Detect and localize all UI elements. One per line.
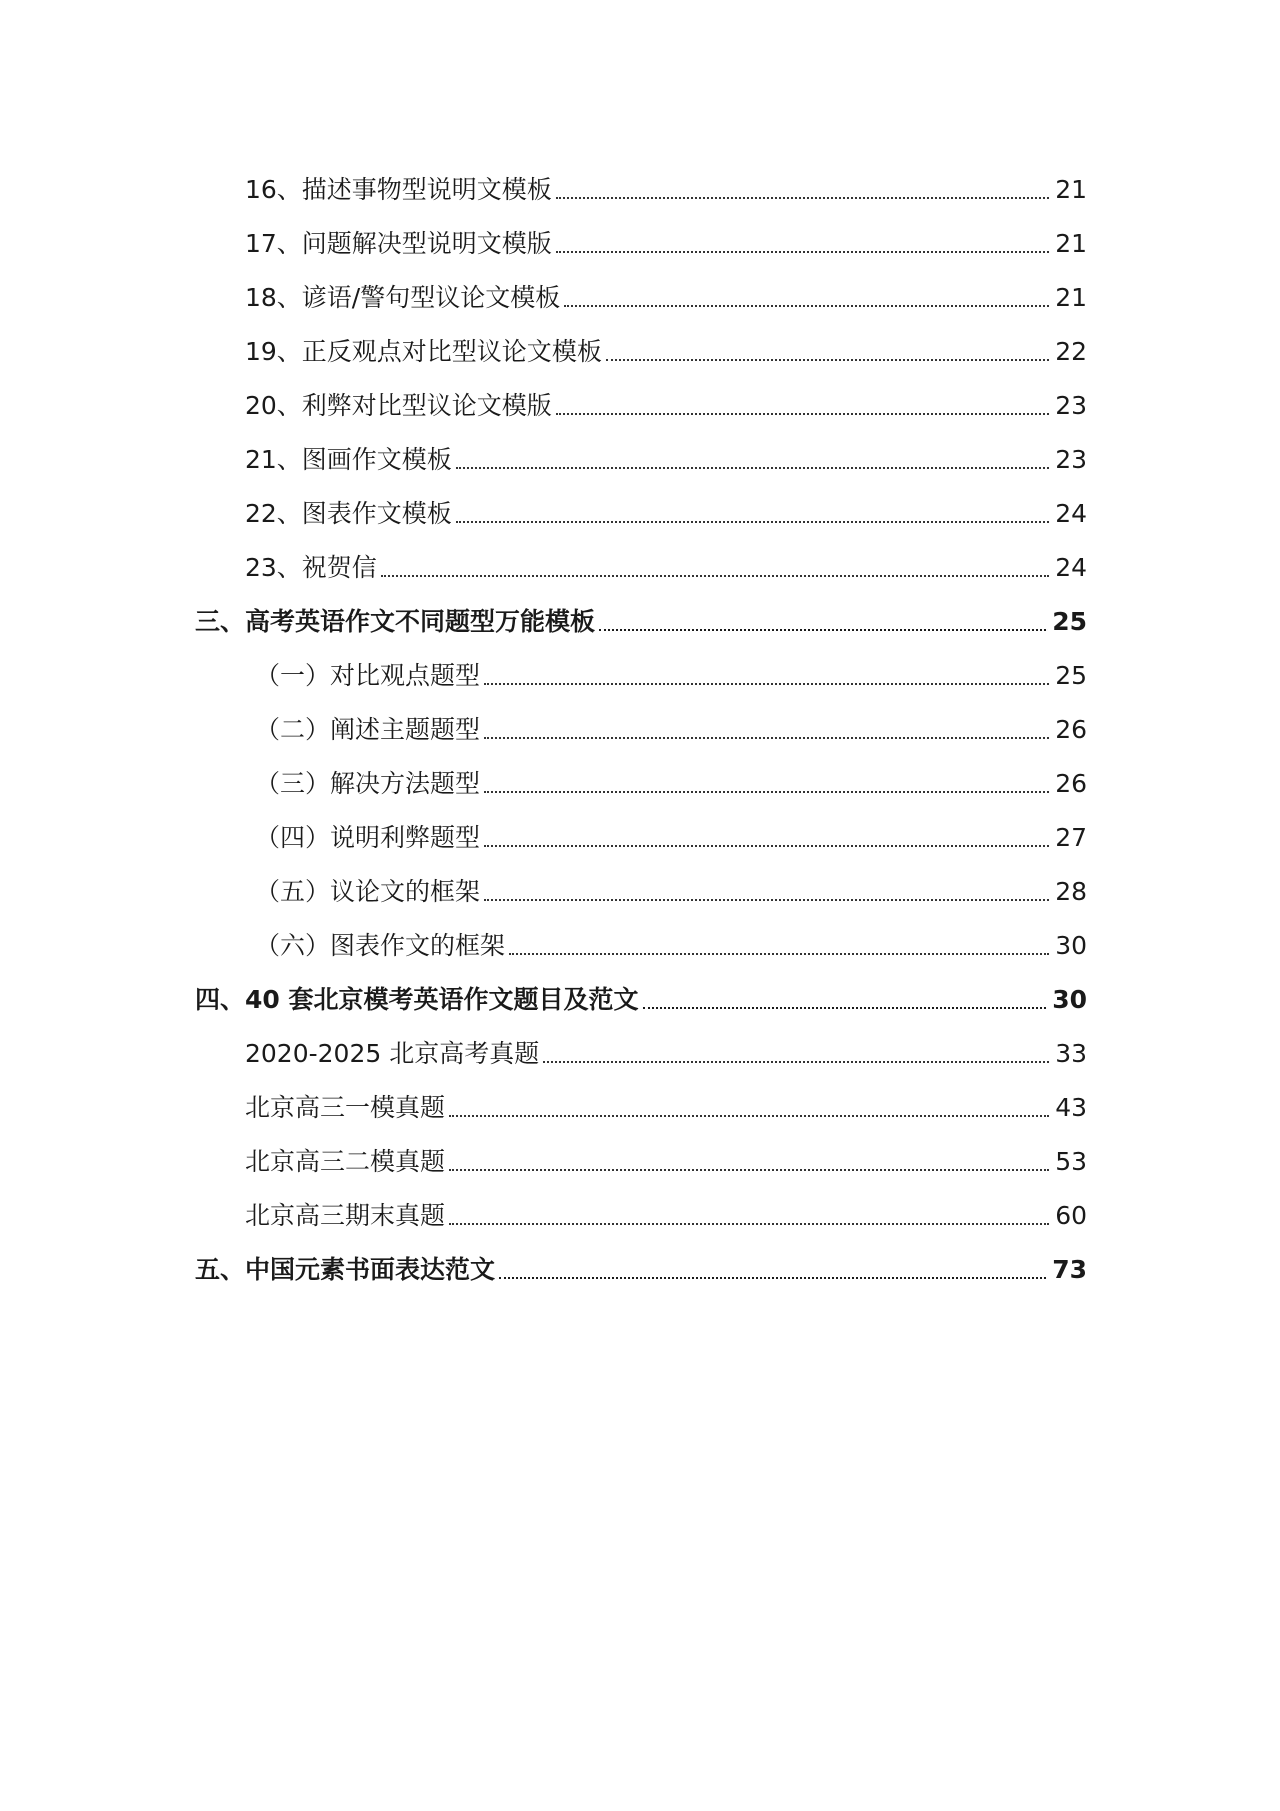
toc-entry-title: 四、40 套北京模考英语作文题目及范文 <box>195 985 639 1014</box>
toc-entry-page-number: 43 <box>1055 1093 1087 1122</box>
dot-leader <box>509 953 1049 955</box>
toc-entry-title: 22、图表作文模板 <box>245 499 452 528</box>
dot-leader <box>456 467 1049 469</box>
dot-leader <box>643 1007 1047 1009</box>
dot-leader <box>449 1115 1049 1117</box>
dot-leader <box>556 251 1049 253</box>
dot-leader <box>484 899 1049 901</box>
toc-entry[interactable] <box>195 602 1087 642</box>
toc-entry-page-number: 53 <box>1055 1147 1087 1176</box>
dot-leader <box>484 737 1049 739</box>
toc-entry[interactable] <box>245 386 1087 426</box>
toc-entry-title: （六）图表作文的框架 <box>255 931 506 960</box>
dot-leader <box>543 1061 1049 1063</box>
toc-entry[interactable] <box>245 1142 1087 1182</box>
dot-leader <box>456 521 1049 523</box>
toc-entry-title: 20、利弊对比型议论文模版 <box>245 391 552 420</box>
toc-entry-title: 18、谚语/警句型议论文模板 <box>245 283 561 312</box>
toc-entry-title: 北京高三一模真题 <box>245 1093 446 1122</box>
toc-entry-title: 五、中国元素书面表达范文 <box>195 1255 496 1284</box>
dot-leader <box>499 1277 1046 1279</box>
toc-entry-page-number: 26 <box>1055 715 1087 744</box>
dot-leader <box>556 197 1049 199</box>
toc-entry-page-number: 21 <box>1055 283 1087 312</box>
toc-entry-title: 19、正反观点对比型议论文模板 <box>245 337 602 366</box>
toc-entry[interactable] <box>255 818 1087 858</box>
toc-entry-page-number: 23 <box>1055 445 1087 474</box>
toc-entry[interactable] <box>245 440 1087 480</box>
toc-entry-title: （四）说明利弊题型 <box>255 823 481 852</box>
toc-entry[interactable] <box>245 332 1087 372</box>
toc-entry-title: （一）对比观点题型 <box>255 661 481 690</box>
toc-entry-page-number: 24 <box>1055 499 1087 528</box>
toc-entry-title: 三、高考英语作文不同题型万能模板 <box>195 607 596 636</box>
toc-entry-title: 21、图画作文模板 <box>245 445 452 474</box>
toc-entry[interactable] <box>245 1034 1087 1074</box>
dot-leader <box>484 683 1049 685</box>
dot-leader <box>381 575 1049 577</box>
toc-entry-page-number: 60 <box>1055 1201 1087 1230</box>
toc-entry[interactable] <box>245 1196 1087 1236</box>
toc-entry-page-number: 22 <box>1055 337 1087 366</box>
toc-entry-page-number: 33 <box>1055 1039 1087 1068</box>
toc-entry-title: 16、描述事物型说明文模板 <box>245 175 552 204</box>
toc-entry[interactable] <box>245 494 1087 534</box>
toc-entry[interactable] <box>245 170 1087 210</box>
dot-leader <box>449 1169 1049 1171</box>
toc-entry-page-number: 23 <box>1055 391 1087 420</box>
toc-entry[interactable] <box>255 656 1087 696</box>
toc-entry-page-number: 30 <box>1055 931 1087 960</box>
toc-entry[interactable] <box>195 980 1087 1020</box>
toc-entry-title: （二）阐述主题题型 <box>255 715 481 744</box>
toc-entry-title: 2020-2025 北京高考真题 <box>245 1039 540 1068</box>
toc-entry-page-number: 26 <box>1055 769 1087 798</box>
toc-entry[interactable] <box>245 224 1087 264</box>
toc-entry-page-number: 21 <box>1055 175 1087 204</box>
toc-entry[interactable] <box>245 548 1087 588</box>
toc-entry-page-number: 25 <box>1055 661 1087 690</box>
toc-entry-title: 北京高三二模真题 <box>245 1147 446 1176</box>
toc-entry-page-number: 73 <box>1052 1255 1087 1284</box>
dot-leader <box>484 791 1049 793</box>
toc-entry[interactable] <box>245 1088 1087 1128</box>
toc-entry-page-number: 27 <box>1055 823 1087 852</box>
toc-entry-title: 23、祝贺信 <box>245 553 377 582</box>
toc-entry-page-number: 28 <box>1055 877 1087 906</box>
toc-entry-page-number: 21 <box>1055 229 1087 258</box>
dot-leader <box>449 1223 1049 1225</box>
dot-leader <box>599 629 1046 631</box>
toc-entry[interactable] <box>245 278 1087 318</box>
toc-entry-page-number: 24 <box>1055 553 1087 582</box>
toc-entry-page-number: 25 <box>1052 607 1087 636</box>
dot-leader <box>606 359 1049 361</box>
dot-leader <box>484 845 1049 847</box>
toc-entry-title: （三）解决方法题型 <box>255 769 481 798</box>
toc-entry[interactable] <box>255 764 1087 804</box>
toc-entry[interactable] <box>195 1250 1087 1290</box>
toc-entry-title: 北京高三期末真题 <box>245 1201 446 1230</box>
toc-entry[interactable] <box>255 710 1087 750</box>
dot-leader <box>564 305 1049 307</box>
dot-leader <box>556 413 1049 415</box>
toc-entry-title: 17、问题解决型说明文模版 <box>245 229 552 258</box>
toc-entry-title: （五）议论文的框架 <box>255 877 481 906</box>
toc-entry[interactable] <box>255 926 1087 966</box>
toc-entry[interactable] <box>255 872 1087 912</box>
toc-entry-page-number: 30 <box>1052 985 1087 1014</box>
